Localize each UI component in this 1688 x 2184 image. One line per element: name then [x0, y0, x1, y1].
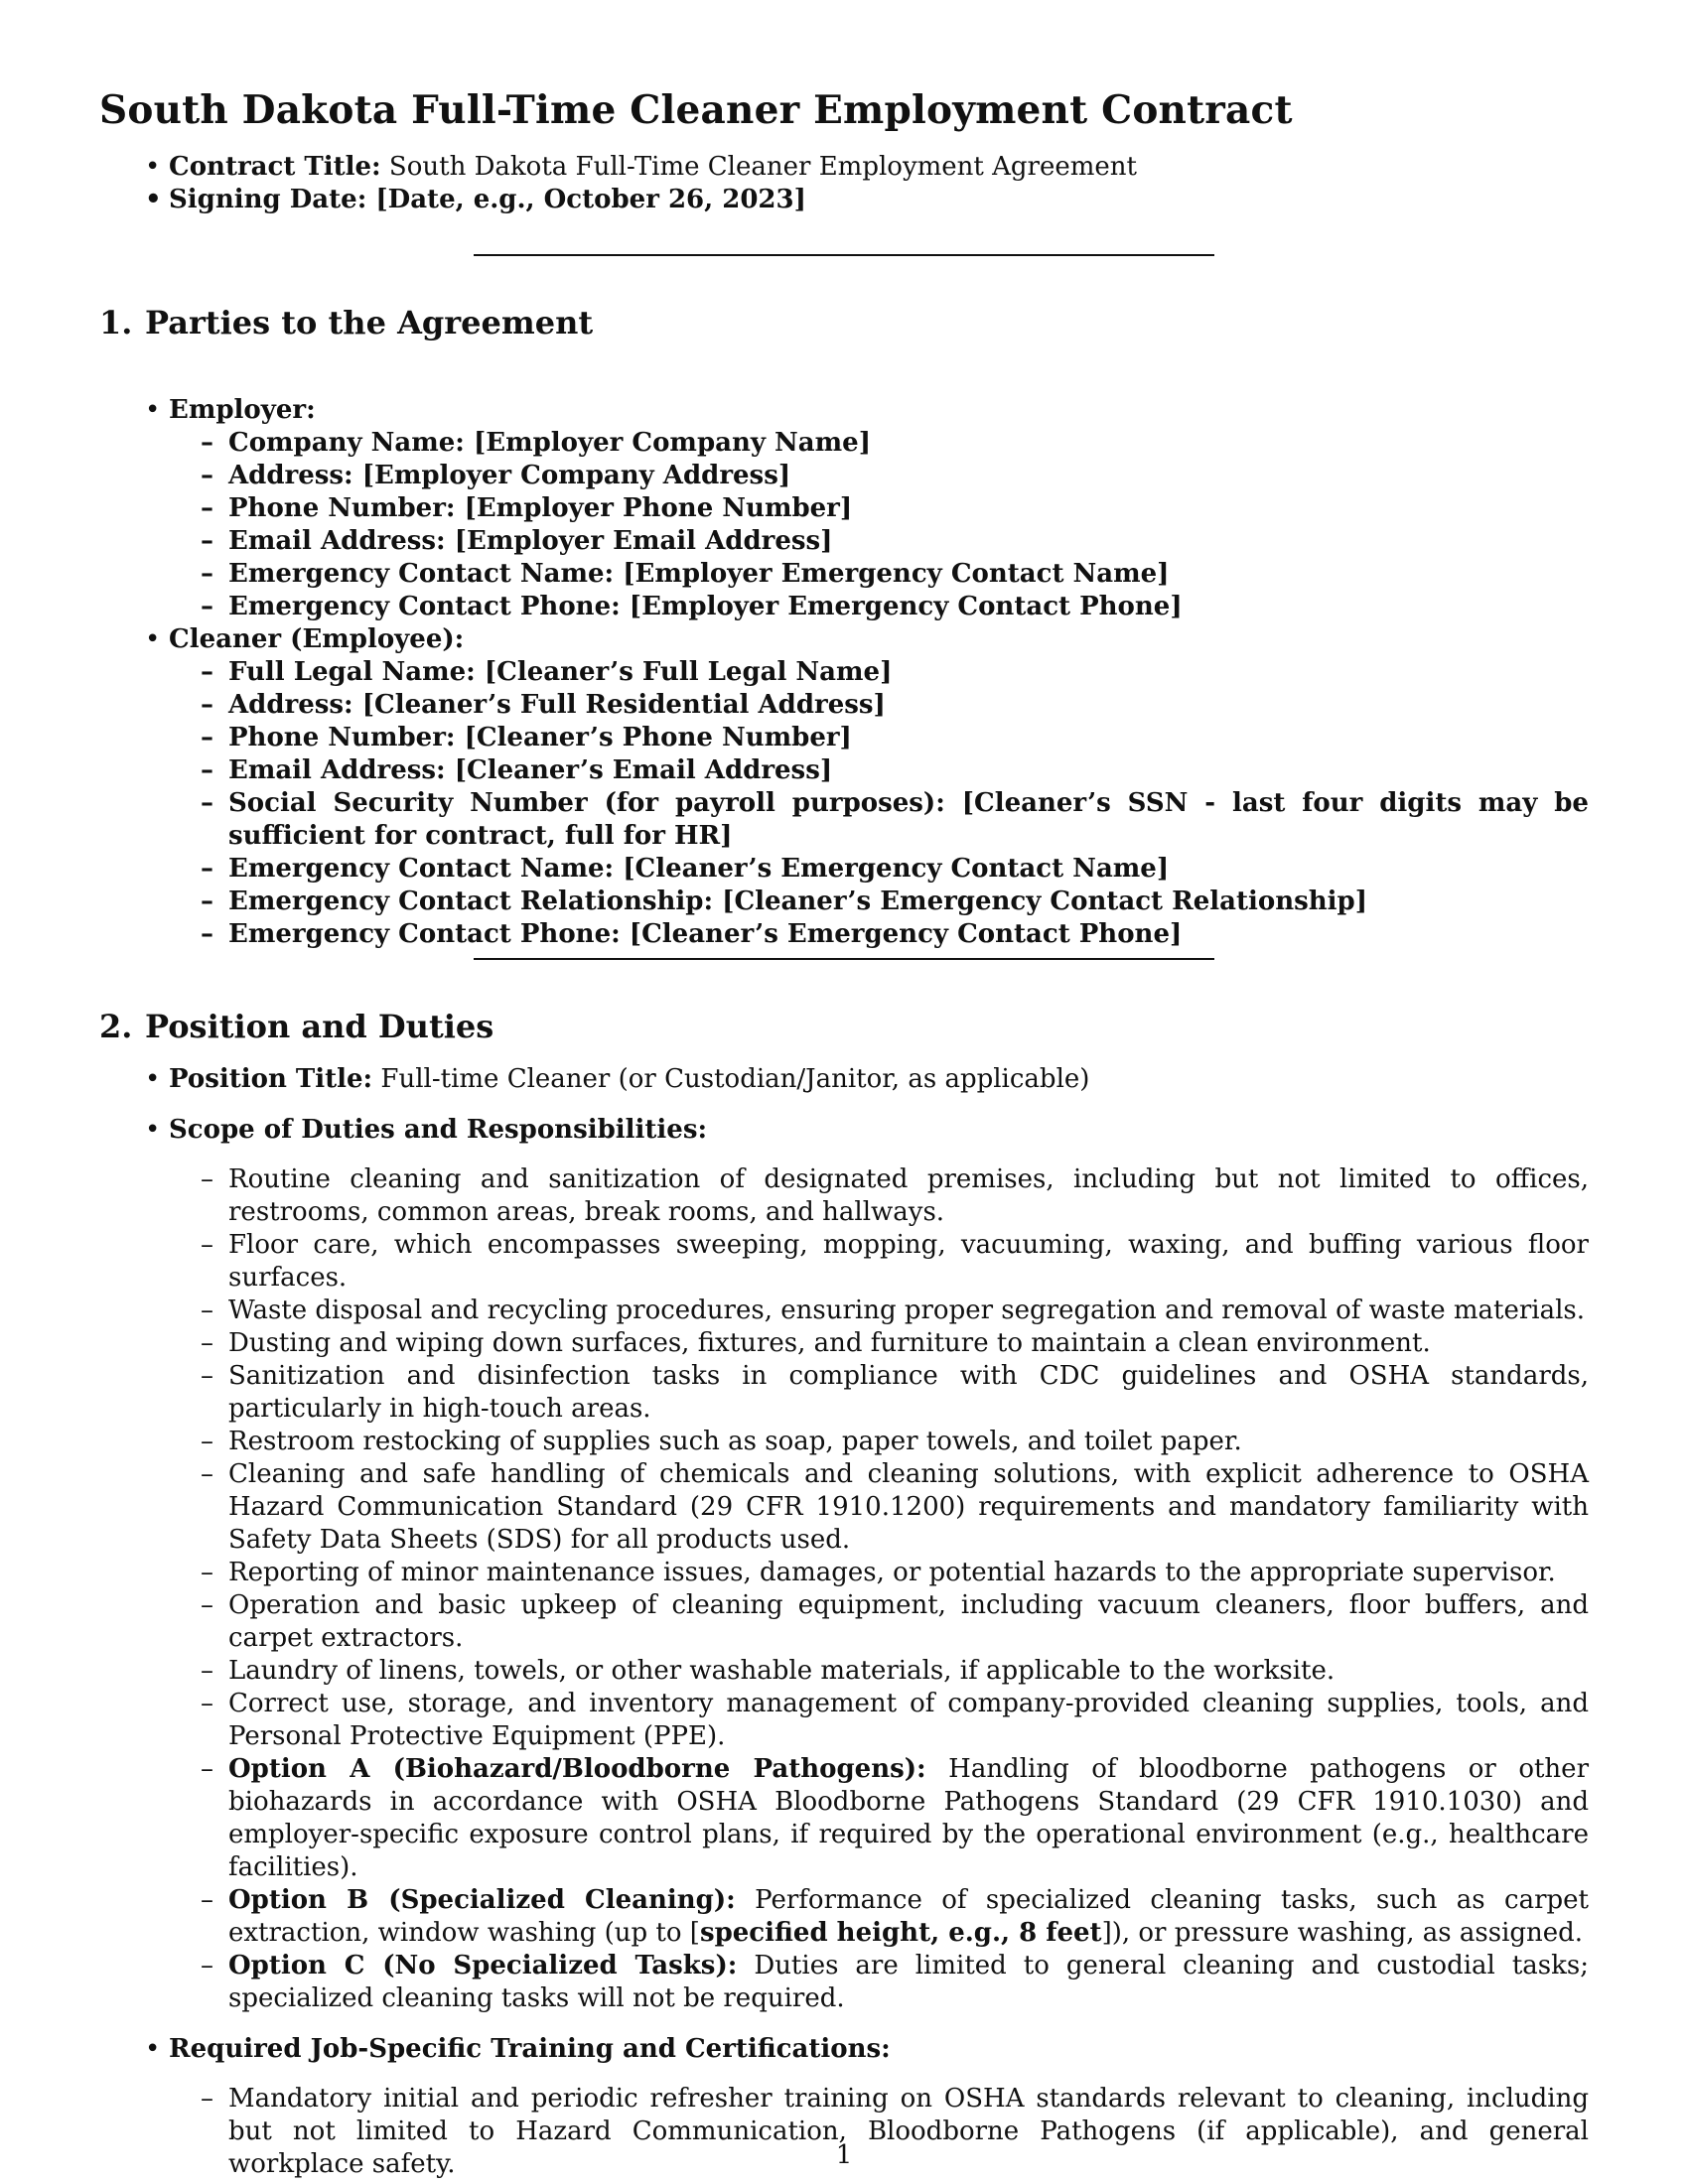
page-number: 1	[835, 2140, 853, 2170]
option-b-height-placeholder: specified height, e.g., 8 feet	[699, 1918, 1102, 1948]
detail-label: Email Address:	[228, 526, 446, 556]
duty-item: – Reporting of minor maintenance issues, damages, or potential hazards to the appropriate supervisor.	[228, 1557, 1589, 1589]
contract-meta-list	[169, 151, 1137, 216]
duty-item: – Restroom restocking of supplies such as soap, paper towels, and toilet paper.	[228, 1426, 1589, 1458]
option-c-label: Option C (No Specialized Tasks):	[228, 1951, 738, 1980]
option-c-text: Duties are limited to general cleaning and custodial tasks; specialized cleaning tasks will not be required.	[228, 1951, 1589, 2013]
detail-label: Emergency Contact Phone:	[228, 919, 621, 949]
detail-label: Full Legal Name:	[228, 657, 476, 687]
section-2-number: 2.	[99, 1008, 133, 1045]
cleaner-detail	[228, 689, 1589, 722]
contract-title-item	[169, 151, 1137, 184]
option-b-text-pre: Performance of specialized cleaning tasks, such as carpet extraction, window washing (up to [	[228, 1885, 1589, 1948]
signing-date-value: [Date, e.g., October 26, 2023]	[375, 185, 806, 214]
section-2-title: Position and Duties	[145, 1008, 494, 1045]
duty-item: – Waste disposal and recycling procedures, ensuring proper segregation and removal of waste materials.	[228, 1295, 1589, 1327]
training-requirement: – Mandatory initial and periodic refresher training on OSHA standards relevant to cleaning, including but not limited to Hazard Communication, Bloodborne Pathogens (if applicable), and general workplace safety.	[228, 2083, 1589, 2181]
detail-label: Emergency Contact Name:	[228, 854, 615, 884]
detail-label: Social Security Number (for payroll purposes):	[228, 788, 945, 818]
detail-value: [Cleaner’s Phone Number]	[464, 723, 852, 752]
option-c-item	[228, 1950, 1589, 2015]
detail-value: [Employer Email Address]	[454, 526, 833, 556]
position-duties-list	[169, 1063, 1589, 2181]
cleaner-detail	[228, 656, 1589, 689]
option-a-item	[228, 1753, 1589, 1884]
employer-item	[169, 394, 1589, 623]
duty-item: – Floor care, which encompasses sweeping, mopping, vacuuming, waxing, and buffing various floor surfaces.	[228, 1229, 1589, 1295]
employer-label: Employer:	[169, 395, 316, 425]
document-title: South Dakota Full-Time Cleaner Employment Contract	[99, 87, 1293, 133]
detail-value: [Employer Company Address]	[361, 461, 791, 490]
detail-label: Emergency Contact Phone:	[228, 592, 621, 621]
scope-label: Scope of Duties and Responsibilities:	[169, 1115, 708, 1145]
contract-title-label: Contract Title:	[169, 152, 381, 182]
section-divider	[474, 958, 1214, 960]
section-1-title: Parties to the Agreement	[145, 304, 594, 341]
position-title-value: Full-time Cleaner (or Custodian/Janitor, as applicable)	[380, 1064, 1090, 1094]
cleaner-detail	[228, 787, 1589, 853]
employer-details-list	[169, 427, 1589, 623]
cleaner-detail	[228, 886, 1589, 918]
employer-detail	[228, 492, 1589, 525]
detail-label: Company Name:	[228, 428, 465, 458]
detail-value: [Cleaner’s Full Residential Address]	[361, 690, 886, 720]
detail-label: Email Address:	[228, 755, 446, 785]
contract-title-value: South Dakota Full-Time Cleaner Employment Agreement	[388, 152, 1137, 182]
detail-label: Emergency Contact Name:	[228, 559, 615, 589]
detail-value: [Cleaner’s Emergency Contact Relationship]	[722, 887, 1368, 916]
employer-detail	[228, 427, 1589, 460]
cleaner-label: Cleaner (Employee):	[169, 624, 465, 654]
duty-item: – Laundry of linens, towels, or other washable materials, if applicable to the worksite.	[228, 1655, 1589, 1688]
detail-label: Address:	[228, 461, 353, 490]
parties-list	[169, 394, 1589, 951]
detail-value: [Cleaner’s Full Legal Name]	[484, 657, 893, 687]
section-1-number: 1.	[99, 304, 133, 341]
option-b-item	[228, 1884, 1589, 1950]
signing-date-label: Signing Date:	[169, 185, 367, 214]
detail-value: [Employer Emergency Contact Phone]	[629, 592, 1183, 621]
option-b-text-post: ]), or pressure washing, as assigned.	[1101, 1918, 1584, 1948]
cleaner-details-list	[169, 656, 1589, 951]
section-divider	[474, 254, 1214, 256]
cleaner-detail	[228, 853, 1589, 886]
employer-detail	[228, 591, 1589, 623]
duties-list	[169, 1163, 1589, 2015]
employer-detail	[228, 525, 1589, 558]
position-title-item	[169, 1063, 1589, 1096]
detail-value: [Cleaner’s Emergency Contact Phone]	[629, 919, 1183, 949]
duty-item: – Sanitization and disinfection tasks in compliance with CDC guidelines and OSHA standards, particularly in high-touch areas.	[228, 1360, 1589, 1426]
detail-value: [Employer Company Name]	[473, 428, 871, 458]
duty-item: – Routine cleaning and sanitization of designated premises, including but not limited to offices, restrooms, common areas, break rooms, and hallways.	[228, 1163, 1589, 1229]
duty-item: – Dusting and wiping down surfaces, fixtures, and furniture to maintain a clean environment.	[228, 1327, 1589, 1360]
option-a-text: Handling of bloodborne pathogens or other biohazards in accordance with OSHA Bloodborne Pathogens Standard (29 CFR 1910.1030) and employer-specific exposure control plans, if required by the operational environment (e.g., healthcare facilities).	[228, 1754, 1589, 1882]
employer-detail	[228, 558, 1589, 591]
detail-value: [Cleaner’s Emergency Contact Name]	[623, 854, 1170, 884]
detail-label: Phone Number:	[228, 723, 456, 752]
section-2-heading	[99, 1008, 493, 1045]
detail-label: Emergency Contact Relationship:	[228, 887, 714, 916]
cleaner-item	[169, 623, 1589, 951]
scope-item	[169, 1114, 1589, 2015]
cleaner-detail	[228, 918, 1589, 951]
option-a-label: Option A (Biohazard/Bloodborne Pathogens):	[228, 1754, 926, 1784]
option-b-label: Option B (Specialized Cleaning):	[228, 1885, 736, 1915]
detail-value: [Cleaner’s Email Address]	[454, 755, 833, 785]
duty-item: – Correct use, storage, and inventory management of company-provided cleaning supplies, tools, and Personal Protective Equipment (PPE).	[228, 1688, 1589, 1753]
cleaner-detail	[228, 722, 1589, 754]
position-title-label: Position Title:	[169, 1064, 373, 1094]
detail-value: [Cleaner’s SSN - last four digits may be sufficient for contract, full for HR]	[228, 788, 1589, 851]
signing-date-item	[169, 184, 1137, 216]
duty-item: – Cleaning and safe handling of chemicals and cleaning solutions, with explicit adherence to OSHA Hazard Communication Standard (29 CFR 1910.1200) requirements and mandatory familiarity with Safety Data Sheets (SDS) for all products used.	[228, 1458, 1589, 1557]
detail-label: Address:	[228, 690, 353, 720]
section-1-heading	[99, 304, 593, 341]
detail-value: [Employer Emergency Contact Name]	[623, 559, 1170, 589]
cleaner-detail	[228, 754, 1589, 787]
detail-label: Phone Number:	[228, 493, 456, 523]
detail-value: [Employer Phone Number]	[464, 493, 853, 523]
training-label: Required Job-Specific Training and Certifications:	[169, 2034, 891, 2064]
duty-item: – Operation and basic upkeep of cleaning equipment, including vacuum cleaners, floor buffers, and carpet extractors.	[228, 1589, 1589, 1655]
employer-detail	[228, 460, 1589, 492]
